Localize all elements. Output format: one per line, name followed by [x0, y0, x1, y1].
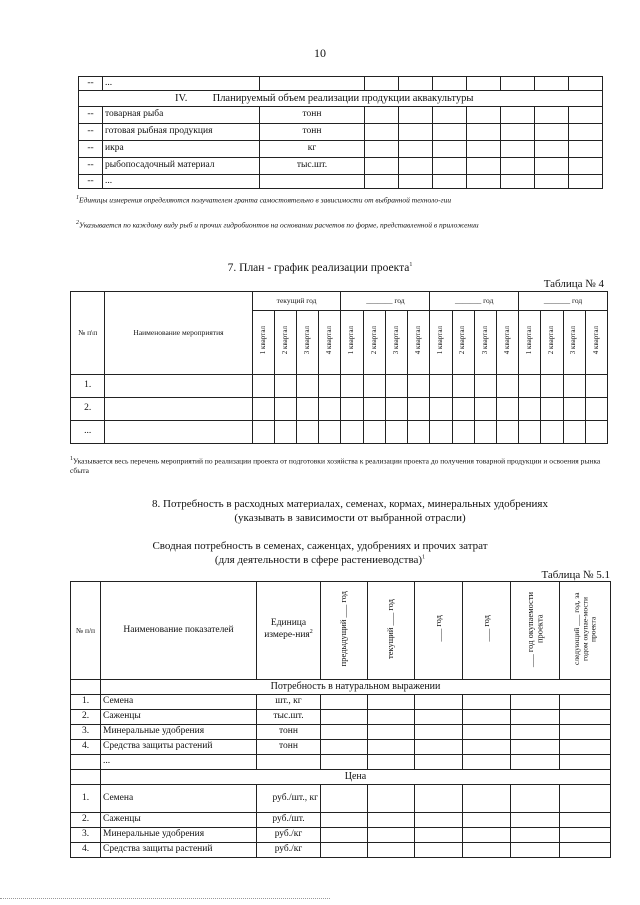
header-row: [71, 582, 611, 680]
year-col-header: ___ год: [432, 615, 443, 642]
resource-needs-table: [70, 581, 611, 858]
table-row: 3. Минеральные удобрения тонн: [71, 725, 611, 740]
table-row: -- готовая рыбная продукция тонн: [79, 124, 603, 141]
table-row: -- ...: [79, 77, 603, 91]
col-num-header: № п\п: [71, 292, 105, 375]
year-col-header: предыдущий ___ год: [338, 590, 349, 667]
group-row: Цена: [71, 770, 611, 785]
table-row: -- ...: [79, 175, 603, 189]
section8-subtitle: Сводная потребность в семенах, саженцах, удобрениях и прочих затрат (для деятельности в сфере растениеводства)$^1$: [152, 540, 488, 566]
aquaculture-sales-table: [78, 76, 603, 189]
group-row: Потребность в натуральном выражении: [71, 680, 611, 695]
section7-title: 7. План - график реализации проекта$^1$: [227, 262, 413, 274]
col-unit-header: Единица измере-ния$^2$: [257, 582, 321, 680]
table-row: ...: [71, 421, 608, 444]
table-row: ...: [71, 755, 611, 770]
footnote-fish: $^2$Указывается по каждому виду рыб и прочих гидробионтов на основании расчетов по форме, представленной в приложении: [76, 220, 479, 230]
table-row: -- товарная рыба тонн: [79, 107, 603, 124]
col-name-header: Наименование мероприятия: [105, 292, 252, 375]
section-header-row: [79, 91, 603, 107]
bottom-divider: [0, 898, 330, 899]
year-col-header: текущий ___ год: [385, 598, 396, 659]
table-row: 2. Саженцы тыс.шт.: [71, 710, 611, 725]
page-number: 10: [314, 46, 326, 60]
table-row: 4. Средства защиты растений тонн: [71, 740, 611, 755]
table-row: 1. Семена шт., кг: [71, 695, 611, 710]
section-title: Планируемый объем реализации продукции аквакультуры: [212, 92, 474, 104]
section-number: IV.: [175, 92, 188, 104]
year-header: _______ год: [430, 292, 519, 311]
table-row: -- рыбопосадочный материал тыс.шт.: [79, 158, 603, 175]
table-row: 1.: [71, 375, 608, 398]
col-num-header: № п/п: [71, 582, 101, 680]
schedule-table: [70, 291, 608, 444]
col-name-header: Наименование показателей: [101, 582, 257, 680]
table51-label: Таблица № 5.1: [541, 569, 610, 581]
footnote-units: $^1$Единицы измерения определяются получателем гранта самостоятельно в зависимости от выбранной техноло-гии: [76, 195, 452, 205]
year-col-header: следующий ___ год, за годом окупае-мости проекта: [571, 592, 598, 665]
table-row: 1. Семена руб./шт., кг: [71, 785, 611, 813]
table-row: 4. Средства защиты растений руб./кг: [71, 843, 611, 858]
table-row: -- икра кг: [79, 141, 603, 158]
year-col-header: ___ год окупаемости проекта: [524, 590, 544, 667]
table-row: 2. Саженцы руб./шт.: [71, 813, 611, 828]
year-header: текущий год: [252, 292, 341, 311]
table-row: 2.: [71, 398, 608, 421]
section7-footnote: $^1$Указывается весь перечень мероприятий по реализации проекта от подготовки хозяйства к реализации проекта до получения товарной продукции и освоения рынка сбыта: [70, 456, 601, 476]
year-col-header: ___ год: [480, 615, 491, 642]
year-header: _______ год: [519, 292, 608, 311]
table-row: 3. Минеральные удобрения руб./кг: [71, 828, 611, 843]
table4-label: Таблица № 4: [543, 278, 604, 290]
quarter-row: 1 квартал 2 квартал 3 квартал 4 квартал 1 квартал 2 квартал 3 квартал 4 квартал 1 квартал 2 квартал 3 квартал 4 квартал 1 квартал 2 квартал 3 квартал 4 квартал: [71, 311, 608, 375]
year-header: _______ год: [341, 292, 430, 311]
section8-title: 8. Потребность в расходных материалах, семенах, кормах, минеральных удобрениях (указывать в зависимости от выбранной отрасли): [152, 498, 548, 524]
